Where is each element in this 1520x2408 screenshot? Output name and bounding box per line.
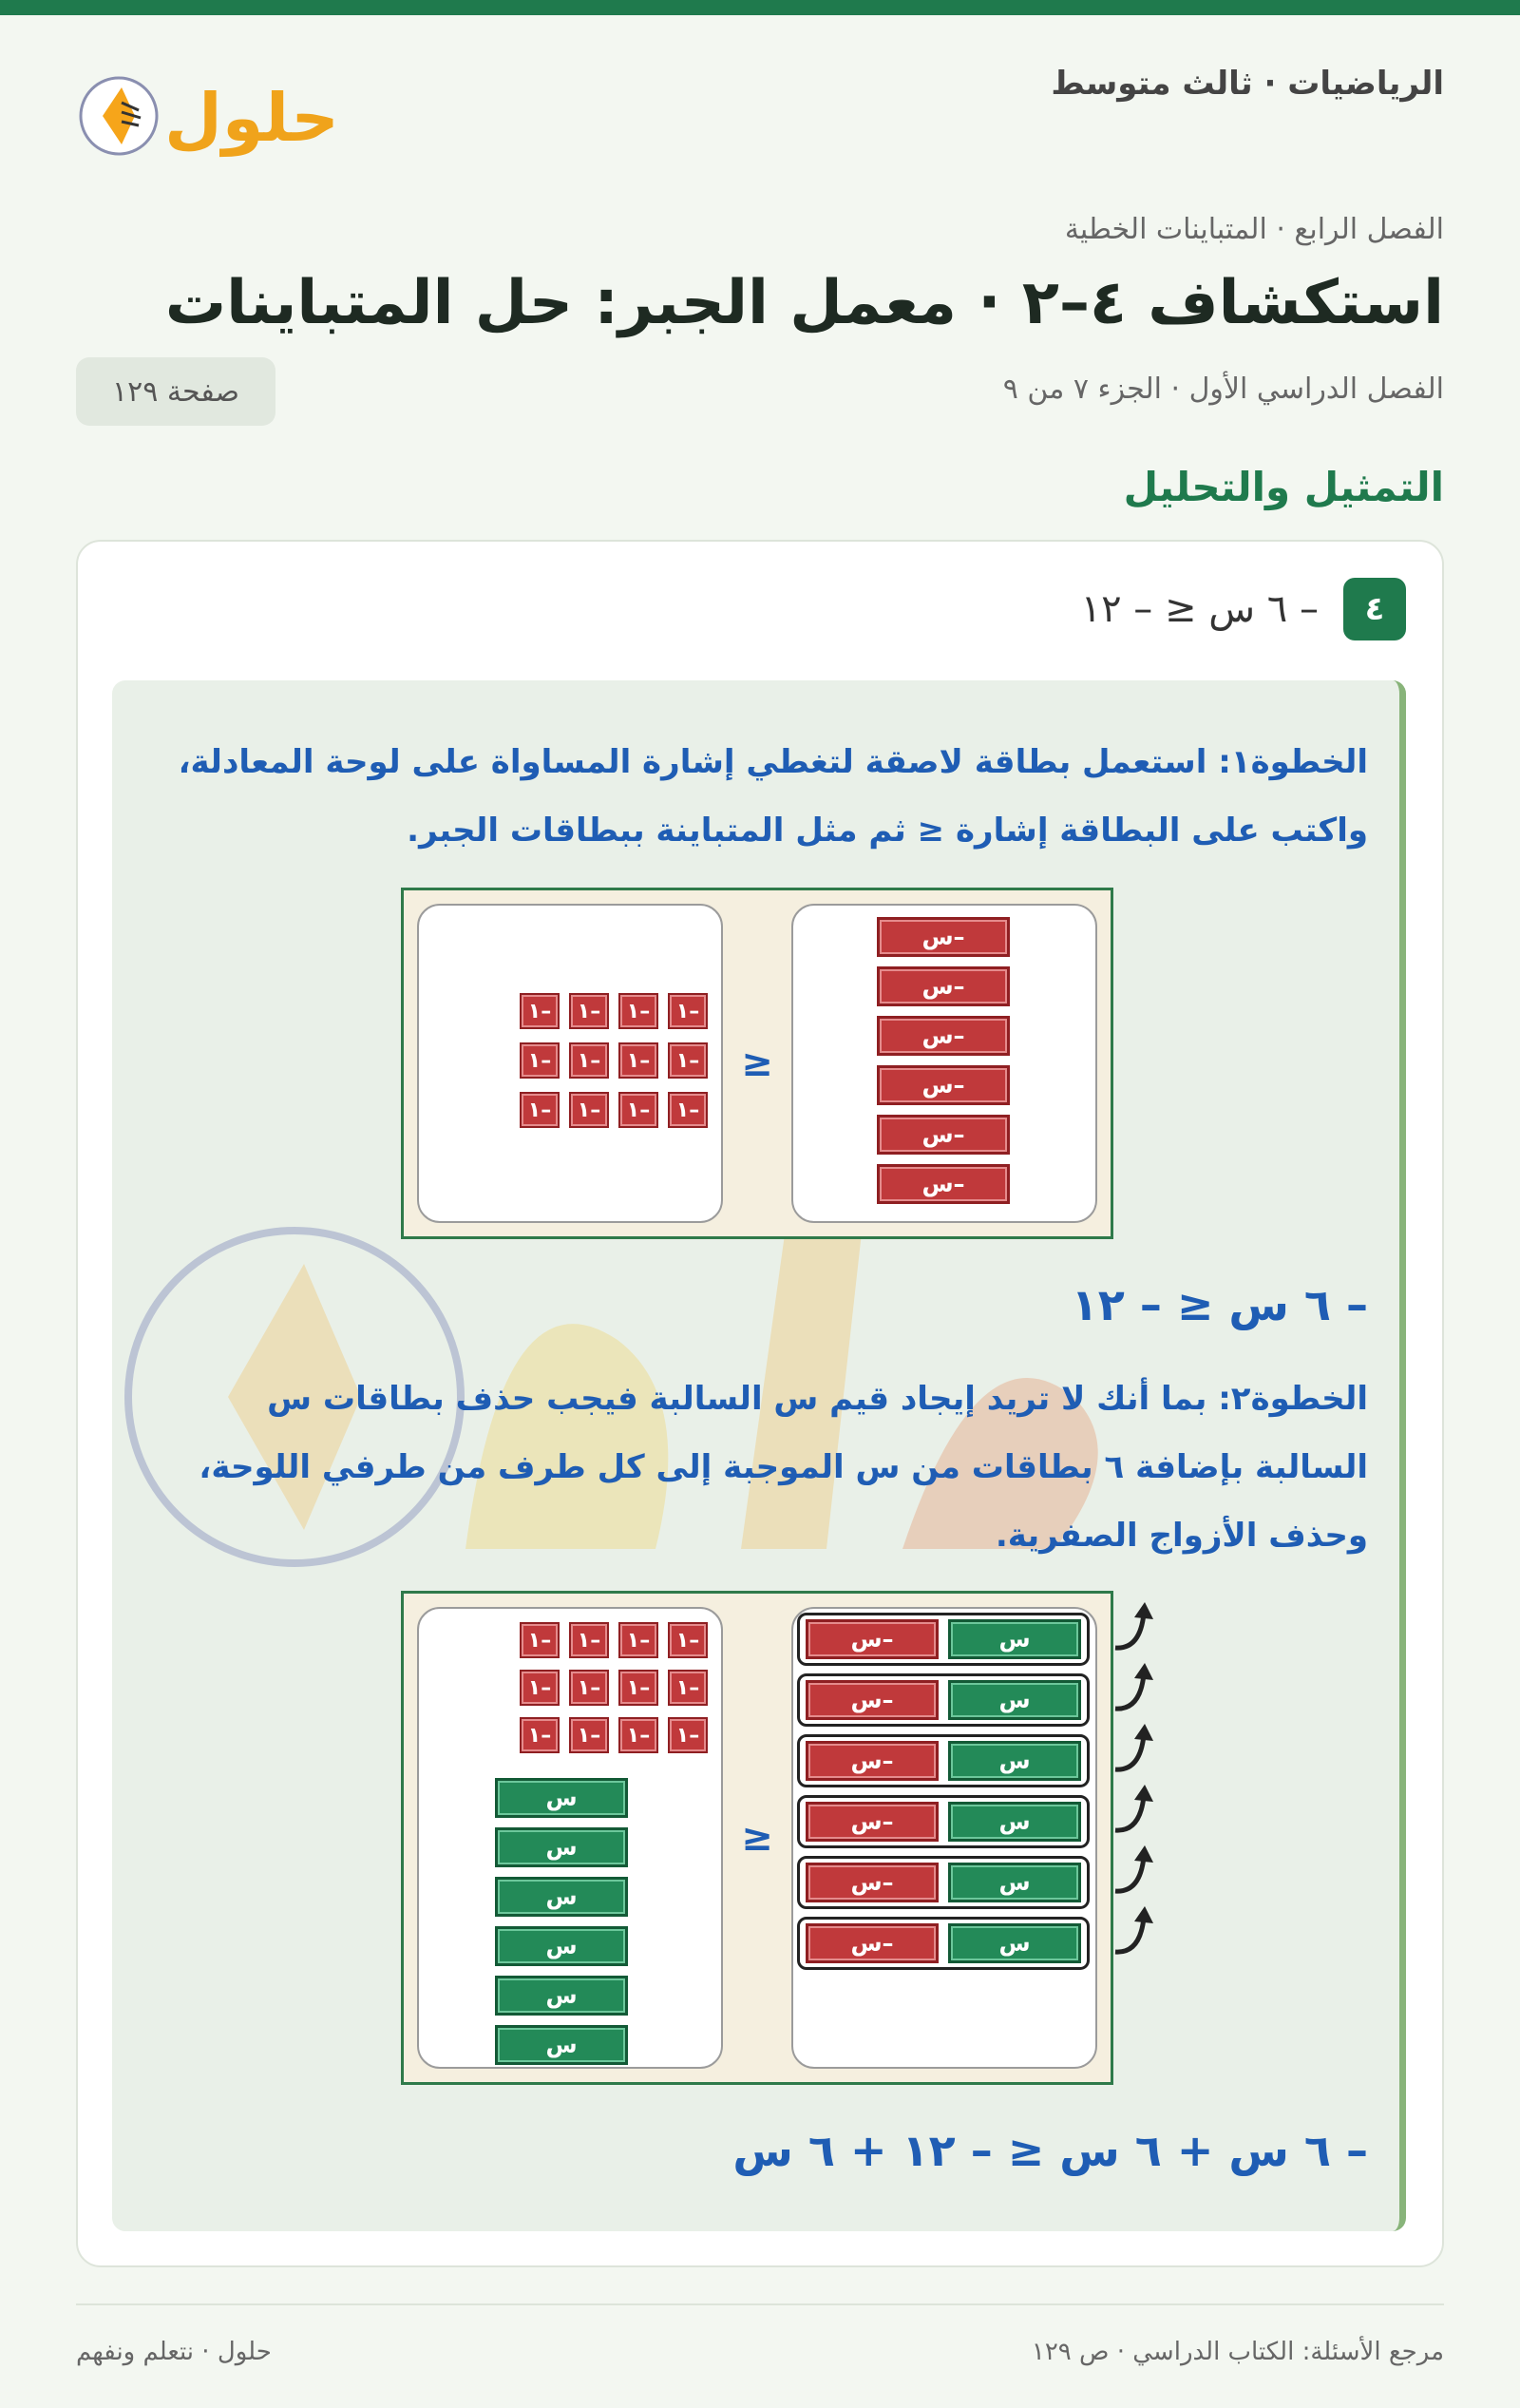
pos-x-tile: س (948, 1923, 1081, 1963)
pos-x-tile: س (495, 1926, 628, 1966)
neg-one-tile: –١ (520, 1622, 560, 1658)
pos-x-tile: س (495, 2025, 628, 2065)
neg-one-tile: –١ (618, 1042, 658, 1079)
neg-x-tile: –س (806, 1802, 939, 1842)
zero-pair-group (797, 1613, 1090, 1666)
zero-pair-group (797, 1734, 1090, 1787)
section-heading: التمثيل والتحليل (1123, 464, 1444, 510)
neg-one-tile: –١ (668, 1622, 708, 1658)
neg-one-tile: –١ (668, 1092, 708, 1128)
neg-one-tile: –١ (569, 993, 609, 1029)
neg-x-tile: –س (806, 1680, 939, 1720)
pos-x-tile: س (948, 1619, 1081, 1659)
equation-mat-1 (401, 888, 1113, 1239)
top-accent-bar (0, 0, 1520, 15)
neg-one-tile: –١ (569, 1092, 609, 1128)
zero-pair-group (797, 1673, 1090, 1727)
neg-one-tile: –١ (668, 1042, 708, 1079)
question-number-badge: ٤ (1343, 578, 1406, 640)
footer-reference: مرجع الأسئلة: الكتاب الدراسي · ص ١٢٩ (1031, 2338, 1444, 2366)
neg-x-tile: –س (877, 1065, 1010, 1105)
pos-x-tile: س (495, 1827, 628, 1867)
mat-1-right-side (791, 904, 1097, 1223)
neg-one-tile: –١ (520, 1717, 560, 1753)
remove-arrow-icon (1112, 1661, 1168, 1718)
neg-one-tile: –١ (668, 1670, 708, 1706)
neg-x-tile: –س (877, 917, 1010, 957)
neg-one-tile: –١ (618, 993, 658, 1029)
neg-x-tile: –س (877, 966, 1010, 1006)
neg-x-tile: –س (806, 1923, 939, 1963)
mat-2-left-side (417, 1607, 723, 2069)
neg-one-tile: –١ (668, 1717, 708, 1753)
remove-arrow-icon (1112, 1722, 1168, 1779)
pos-x-tile: س (948, 1741, 1081, 1781)
pos-x-tile: س (948, 1680, 1081, 1720)
zero-pair-group (797, 1917, 1090, 1970)
page-title: استكشاف ٤–٢ · معمل الجبر: حل المتباينات (164, 268, 1444, 338)
pos-x-tile: س (948, 1863, 1081, 1902)
neg-one-tile: –١ (618, 1717, 658, 1753)
neg-one-tile: –١ (520, 1042, 560, 1079)
neg-x-tile: –س (877, 1115, 1010, 1155)
step-1-text: الخطوة١: استعمل بطاقة لاصقة لتغطي إشارة المساواة على لوحة المعادلة، واكتب على البطاقة إشارة ≤ ثم مثل المتباينة ببطاقات الجبر. (178, 743, 1368, 850)
pos-x-tile: س (948, 1802, 1081, 1842)
footer-divider (76, 2303, 1444, 2305)
zero-pair-group (797, 1795, 1090, 1848)
neg-x-tile: –س (877, 1016, 1010, 1056)
mat-2-right-side (791, 1607, 1097, 2069)
logo-wordmark: حلول (164, 79, 339, 157)
page-number-badge: صفحة ١٢٩ (76, 357, 276, 426)
neg-one-tile: –١ (569, 1042, 609, 1079)
neg-one-tile: –١ (569, 1670, 609, 1706)
footer-tagline: حلول · نتعلم ونفهم (76, 2338, 272, 2366)
neg-one-tile: –١ (618, 1622, 658, 1658)
step-2-text: الخطوة٢: بما أنك لا تريد إيجاد قيم س السالبة فيجب حذف بطاقات س السالبة بإضافة ٦ بطاقات من س الموجبة إلى كل طرف من طرفي اللوحة، وحذف الأزواج الصفرية. (199, 1380, 1368, 1555)
neg-one-tile: –١ (569, 1622, 609, 1658)
remove-arrow-icon (1112, 1904, 1168, 1961)
mat-1-left-side (417, 904, 723, 1223)
pos-x-tile: س (495, 1877, 628, 1917)
remove-arrow-icon (1112, 1844, 1168, 1901)
neg-one-tile: –١ (520, 1092, 560, 1128)
equation-2: – ٦ س + ٦ س ≤ – ١٢ + ٦ س (732, 2125, 1368, 2176)
zero-pair-group (797, 1856, 1090, 1909)
neg-one-tile: –١ (618, 1670, 658, 1706)
neg-x-tile: –س (806, 1863, 939, 1902)
chapter-label: الفصل الرابع · المتباينات الخطية (1064, 213, 1444, 246)
equation-mat-2 (401, 1591, 1113, 2085)
neg-one-tile: –١ (668, 993, 708, 1029)
neg-one-tile: –١ (520, 993, 560, 1029)
hulul-logo[interactable] (76, 63, 342, 167)
neg-x-tile: –س (806, 1619, 939, 1659)
term-part-label: الفصل الدراسي الأول · الجزء ٧ من ٩ (1002, 373, 1444, 406)
neg-x-tile: –س (806, 1741, 939, 1781)
subject-grade: الرياضيات · ثالث متوسط (1051, 65, 1444, 103)
neg-x-tile: –س (877, 1164, 1010, 1204)
neg-one-tile: –١ (520, 1670, 560, 1706)
neg-one-tile: –١ (569, 1717, 609, 1753)
inequality-sign: ≤ (741, 1042, 773, 1085)
inequality-sign: ≤ (741, 1816, 773, 1860)
remove-arrow-icon (1112, 1600, 1168, 1657)
question-text: – ٦ س ≤ – ١٢ (1080, 587, 1319, 631)
neg-one-tile: –١ (618, 1092, 658, 1128)
pos-x-tile: س (495, 1778, 628, 1818)
equation-1: – ٦ س ≤ – ١٢ (1071, 1279, 1368, 1330)
pos-x-tile: س (495, 1976, 628, 2016)
remove-arrow-icon (1112, 1783, 1168, 1840)
